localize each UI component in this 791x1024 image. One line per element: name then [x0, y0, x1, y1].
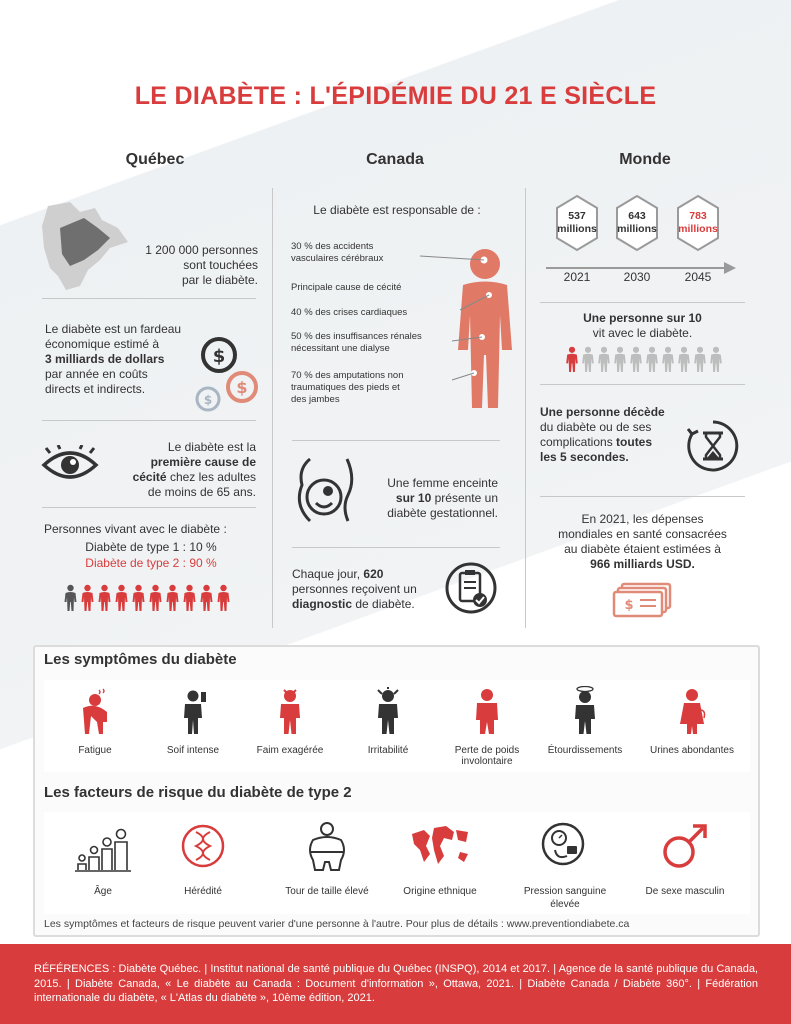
risk-label: Tour de taille élevé: [285, 886, 369, 897]
dizzy-person-icon: [563, 686, 607, 736]
person-icon: [199, 584, 214, 612]
risk-label: Pression sanguine élevée: [523, 886, 607, 910]
person-icon: [148, 584, 163, 612]
death-line3a: complications: [540, 435, 617, 449]
diag-line3b: de diabète.: [352, 597, 415, 611]
clipboard-check-icon: [445, 560, 497, 616]
projection-year: 2045: [684, 270, 712, 284]
symptom-label: Urines abondantes: [650, 745, 734, 756]
resp-item-1b: vasculaires cérébraux: [291, 253, 384, 264]
spend-line3: au diabète étaient estimées à: [564, 542, 721, 556]
world-map-icon: [408, 820, 472, 874]
burden-line1: Le diabète est un fardeau: [45, 322, 182, 336]
death-line4: les 5 secondes.: [540, 450, 629, 464]
diag-line1b: 620: [363, 567, 384, 581]
one-in-ten-line2: vit avec le diabète.: [592, 326, 693, 340]
projection-year: 2021: [563, 270, 591, 284]
column-header-quebec: Québec: [125, 151, 185, 168]
person-icon: [645, 346, 659, 373]
pregnancy-line2-bold: sur 10: [395, 491, 432, 505]
risk-label: De sexe masculin: [645, 886, 725, 897]
symptoms-title: Les symptômes du diabète: [44, 651, 237, 668]
eye-line3-bold: cécité: [132, 470, 167, 484]
pregnant-woman-icon: [292, 455, 362, 525]
hexagon-label: [673, 210, 723, 236]
resp-item-3: 40 % des crises cardiaques: [291, 307, 408, 318]
one-in-ten-line1: Une personne sur 10: [583, 311, 702, 325]
type1-label: Diabète de type 1 : 10 %: [85, 540, 217, 554]
drinking-person-icon: [171, 686, 215, 736]
resp-item-5c: des jambes: [291, 394, 340, 405]
spend-line1: En 2021, les dépenses: [581, 512, 704, 526]
symptom-label: Irritabilité: [367, 745, 409, 756]
burden-line3: 3 milliards de dollars: [45, 352, 165, 366]
hexagon-unit: millions: [678, 223, 718, 235]
eye-line3-rest: chez les adultes: [166, 470, 256, 484]
pregnancy-line1: Une femme enceinte: [387, 476, 498, 490]
person-icon: [165, 584, 180, 612]
quebec-people-line2: sont touchées: [183, 258, 258, 272]
canada-divider-2: [292, 547, 500, 548]
projection-year: 2030: [623, 270, 651, 284]
resp-item-4b: nécessitant une dialyse: [291, 343, 390, 354]
irritable-person-icon: [366, 686, 410, 736]
symptom-label: Fatigue: [78, 745, 112, 756]
eye-line1: Le diabète est la: [167, 440, 256, 454]
quebec-people-line1: 1 200 000 personnes: [145, 243, 258, 257]
resp-item-5a: 70 % des amputations non: [291, 370, 404, 381]
person-icon: [565, 346, 579, 373]
hexagon-unit: millions: [617, 223, 657, 235]
body-organs-icon: [360, 240, 520, 415]
pregnancy-line3: diabète gestationnel.: [387, 506, 498, 520]
quebec-divider-2: [42, 420, 256, 421]
death-line1: Une personne décède: [540, 405, 665, 419]
hexagon-label: [552, 210, 602, 236]
svg-text:$: $: [236, 378, 248, 397]
person-icon: [629, 346, 643, 373]
responsible-title: Le diabète est responsable de :: [313, 203, 481, 217]
person-icon: [63, 584, 78, 612]
person-icon: [677, 346, 691, 373]
ten-people-row: [565, 346, 725, 378]
person-icon: [114, 584, 129, 612]
risk-label: Âge: [94, 886, 112, 897]
eye-line4: de moins de 65 ans.: [147, 485, 256, 499]
hexagon-value: 643: [628, 210, 646, 222]
person-icon: [693, 346, 707, 373]
hungry-person-icon: [268, 686, 312, 736]
resp-item-5b: traumatiques des pieds et: [291, 382, 400, 393]
large-waist-icon: [299, 820, 355, 874]
banknotes-icon: [612, 582, 674, 618]
death-line2: du diabète ou de ses: [540, 420, 652, 434]
hexagon-value: 783: [689, 210, 707, 222]
urination-icon: [670, 686, 714, 736]
risks-strip: [44, 812, 750, 914]
diag-line1a: Chaque jour,: [292, 567, 364, 581]
diag-line2: personnes reçoivent un: [292, 582, 417, 596]
column-divider-right: [525, 188, 526, 628]
person-icon: [613, 346, 627, 373]
death-line3b: toutes: [616, 435, 653, 449]
quebec-people-line3: par le diabète.: [181, 273, 258, 287]
references-text: RÉFÉRENCES : Diabète Québec. | Institut national de santé publique du Québec (INSPQ), 2014 et 2017. | Agence de la santé publique du Canada, 2015. | Diabète Canada, « Le diabète au Canada : Document d'information », Ottawa, 2021. | Diabète Canada / Diabète 360°. | Fédération internationale du diabète, « L'Atlas du diabète », 10ème édition, 2021.: [34, 963, 758, 1004]
eye-icon: [40, 445, 100, 483]
person-icon: [131, 584, 146, 612]
column-header-monde: Monde: [619, 151, 671, 168]
person-icon: [581, 346, 595, 373]
person-icon: [182, 584, 197, 612]
resp-item-2: Principale cause de cécité: [291, 282, 402, 293]
hexagon-label: [612, 210, 662, 236]
column-divider-left: [272, 188, 273, 628]
male-symbol-icon: [657, 820, 713, 874]
risk-label: Origine ethnique: [403, 886, 477, 897]
type2-label: Diabète de type 2 : 90 %: [85, 556, 217, 570]
canada-divider-1: [292, 440, 500, 441]
symptom-label: Faim exagérée: [256, 745, 324, 756]
quebec-divider-1: [42, 298, 256, 299]
type-people-row: [63, 584, 233, 617]
person-icon: [80, 584, 95, 612]
svg-text:$: $: [203, 393, 213, 407]
dollar-coins-icon: [192, 335, 262, 413]
person-icon: [709, 346, 723, 373]
burden-line4: par année en coûts: [45, 367, 148, 381]
burden-line2: économique estimé à: [45, 337, 160, 351]
risks-title: Les facteurs de risque du diabète de type 2: [44, 784, 352, 801]
burden-line5: directs et indirects.: [45, 382, 146, 396]
hexagon-value: 537: [568, 210, 586, 222]
person-icon: [597, 346, 611, 373]
types-title: Personnes vivant avec le diabète :: [44, 522, 227, 536]
hourglass-icon: [684, 417, 742, 475]
monde-divider-3: [540, 496, 745, 497]
symptom-label: Étourdissements: [547, 745, 623, 756]
spend-line2: mondiales en santé consacrées: [558, 527, 727, 541]
svg-text:$: $: [624, 598, 634, 613]
hexagon-unit: millions: [557, 223, 597, 235]
person-icon: [97, 584, 112, 612]
risk-label: Hérédité: [184, 886, 222, 897]
age-growth-icon: [75, 820, 131, 874]
dna-icon: [175, 820, 231, 874]
symptom-label: Perte de poids involontaire: [454, 745, 520, 767]
weight-loss-icon: [465, 686, 509, 736]
resp-item-1a: 30 % des accidents: [291, 241, 374, 252]
monde-divider-2: [540, 384, 745, 385]
symptom-label: Soif intense: [166, 745, 220, 756]
diag-line3a: diagnostic: [292, 597, 353, 611]
pregnancy-line2-rest: présente un: [431, 491, 498, 505]
monde-divider-1: [540, 302, 745, 303]
page-title: LE DIABÈTE : L'ÉPIDÉMIE DU 21 E SIÈCLE: [134, 82, 657, 110]
column-header-canada: Canada: [366, 151, 424, 168]
spend-line4: 966 milliards USD.: [590, 557, 695, 571]
person-icon: [216, 584, 231, 612]
quebec-divider-3: [42, 507, 256, 508]
risks-note: Les symptômes et facteurs de risque peuvent varier d'une personne à l'autre. Pour plus de détails : www.preventiondiabete.ca: [44, 918, 630, 930]
svg-text:$: $: [212, 346, 226, 367]
person-icon: [661, 346, 675, 373]
resp-item-4a: 50 % des insuffisances rénales: [291, 331, 422, 342]
blood-pressure-icon: [537, 820, 593, 874]
eye-line2: première cause de: [150, 455, 256, 469]
tired-person-icon: [73, 686, 117, 736]
